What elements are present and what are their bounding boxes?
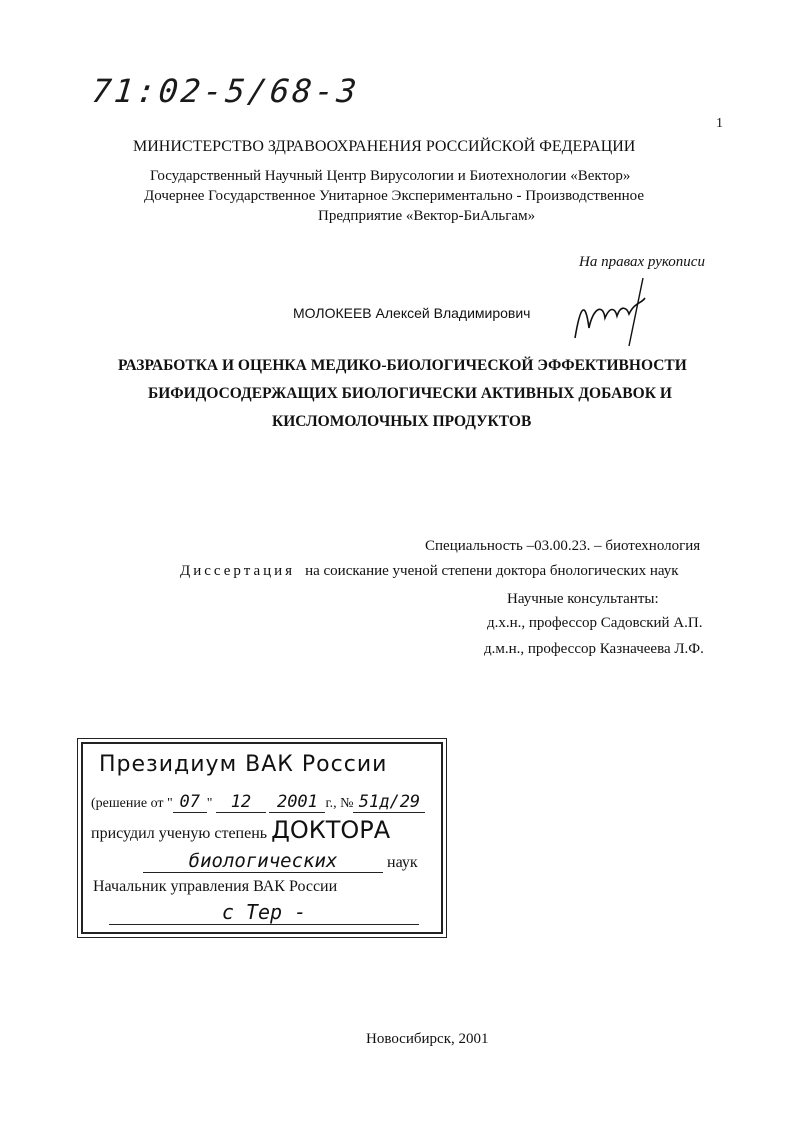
- author-signature: [555, 268, 665, 348]
- science-field-handwritten: биологических: [143, 850, 383, 873]
- decision-year-suffix: г., №: [325, 796, 354, 811]
- dissertation-title-line2: БИФИДОСОДЕРЖАЩИХ БИОЛОГИЧЕСКИ АКТИВНЫХ ДОБАВОК И: [148, 385, 672, 402]
- decision-prefix: (решение от ": [91, 796, 173, 811]
- stamp-head-signature: с Тер -: [109, 900, 419, 925]
- stamp-head-title: Начальник управления ВАК России: [93, 878, 338, 895]
- science-field-suffix: наук: [387, 854, 418, 871]
- stamp-title: Президиум ВАК России: [99, 752, 388, 777]
- dissertation-title-line1: РАЗРАБОТКА И ОЦЕНКА МЕДИКО-БИОЛОГИЧЕСКОЙ ЭФФЕКТИВНОСТИ: [118, 357, 687, 374]
- place-and-year: Новосибирск, 2001: [366, 1031, 489, 1047]
- dissertation-degree-text: на соискание ученой степени доктора бнологических наук: [305, 563, 679, 579]
- decision-number: 51д/29: [353, 792, 425, 813]
- decision-year: 2001: [269, 792, 325, 813]
- stamp-field-line: [143, 850, 418, 873]
- awarded-text: присудил ученую степень: [91, 825, 268, 842]
- decision-month: 12: [216, 792, 266, 813]
- author-name: МОЛОКЕЕВ Алексей Владимирович: [293, 305, 531, 321]
- research-center-name: Государственный Научный Центр Вирусологии и Биотехнологии «Вектор»: [150, 168, 631, 184]
- decision-day: 07: [173, 792, 207, 813]
- page-number: 1: [716, 116, 723, 131]
- consultant-item: д.х.н., профессор Садовский А.П.: [487, 615, 703, 631]
- consultant-item: д.м.н., профессор Казначеева Л.Ф.: [484, 641, 704, 657]
- degree-level: ДОКТОРА: [271, 816, 391, 844]
- enterprise-name-line2: Предприятие «Вектор-БиАльгам»: [318, 208, 536, 224]
- dissertation-line: [180, 563, 679, 580]
- dissertation-title-line3: КИСЛОМОЛОЧНЫХ ПРОДУКТОВ: [272, 413, 532, 430]
- vak-stamp: [81, 742, 443, 934]
- specialty: Специальность –03.00.23. – биотехнология: [425, 538, 701, 554]
- archive-code-handwritten: 71:02-5/68-3: [90, 72, 362, 110]
- consultants-label: Научные консультанты:: [507, 591, 659, 607]
- stamp-decision-line: [91, 792, 425, 813]
- decision-quote: ": [206, 796, 213, 811]
- dissertation-label: Диссертация: [180, 563, 296, 579]
- manuscript-rights-note: На правах рукописи: [579, 254, 705, 270]
- enterprise-name-line1: Дочернее Государственное Унитарное Экспериментально - Производственное: [144, 188, 645, 204]
- stamp-awarded-line: [91, 816, 390, 844]
- ministry-heading: МИНИСТЕРСТВО ЗДРАВООХРАНЕНИЯ РОССИЙСКОЙ ФЕДЕРАЦИИ: [133, 138, 636, 155]
